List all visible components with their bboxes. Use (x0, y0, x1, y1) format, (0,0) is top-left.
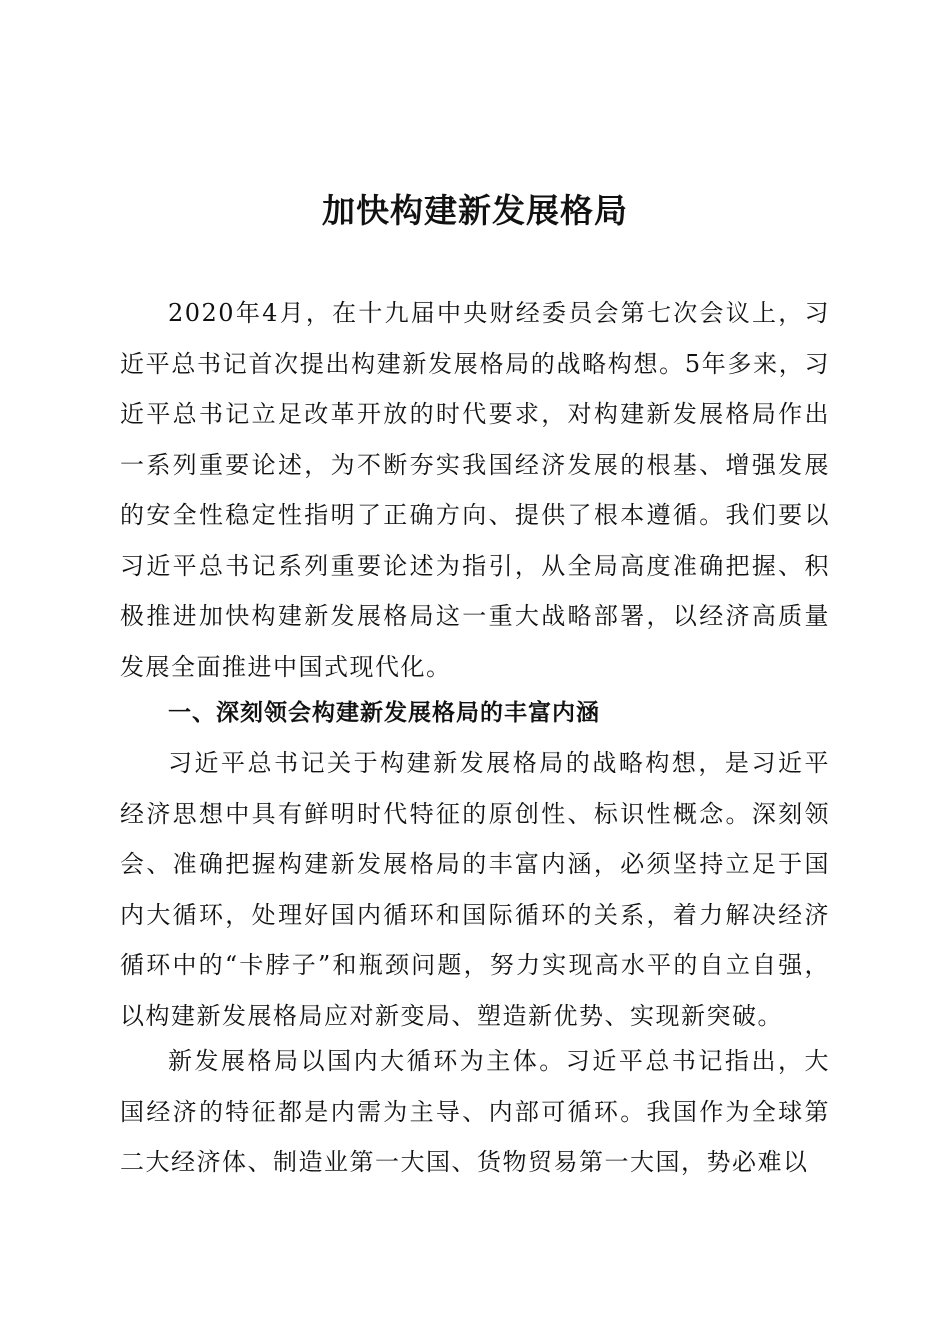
paragraph-domestic-circulation: 新发展格局以国内大循环为主体。习近平总书记指出，大国经济的特征都是内需为主导、内部可循环。我国作为全球第二大经济体、制造业第一大国、货物贸易第一大国，势必难以 (120, 1047, 830, 1176)
paragraph-section-1-intro: 习近平总书记关于构建新发展格局的战略构想，是习近平经济思想中具有鲜明时代特征的原创性、标识性概念。深刻领会、准确把握构建新发展格局的丰富内涵，必须坚持立足于国内大循环，处理好国内循环和国际循环的关系，着力解决经济循环中的“卡脖子”和瓶颈问题，努力实现高水平的自立自强，以构建新发展格局应对新变局、塑造新优势、实现新突破。 (120, 749, 830, 1030)
section-heading-1: 一、深刻领会构建新发展格局的丰富内涵 (168, 700, 600, 726)
document-title: 加快构建新发展格局 (322, 191, 628, 230)
paragraph-intro: 2020年4月，在十九届中央财经委员会第七次会议上，习近平总书记首次提出构建新发展格局的战略构想。5年多来，习近平总书记立足改革开放的时代要求，对构建新发展格局作出一系列重要论述，为不断夯实我国经济发展的根基、增强发展的安全性稳定性指明了正确方向、提供了根本遵循。我们要以习近平总书记系列重要论述为指引，从全局高度准确把握、积极推进加快构建新发展格局这一重大战略部署，以经济高质量发展全面推进中国式现代化。 (120, 299, 830, 681)
